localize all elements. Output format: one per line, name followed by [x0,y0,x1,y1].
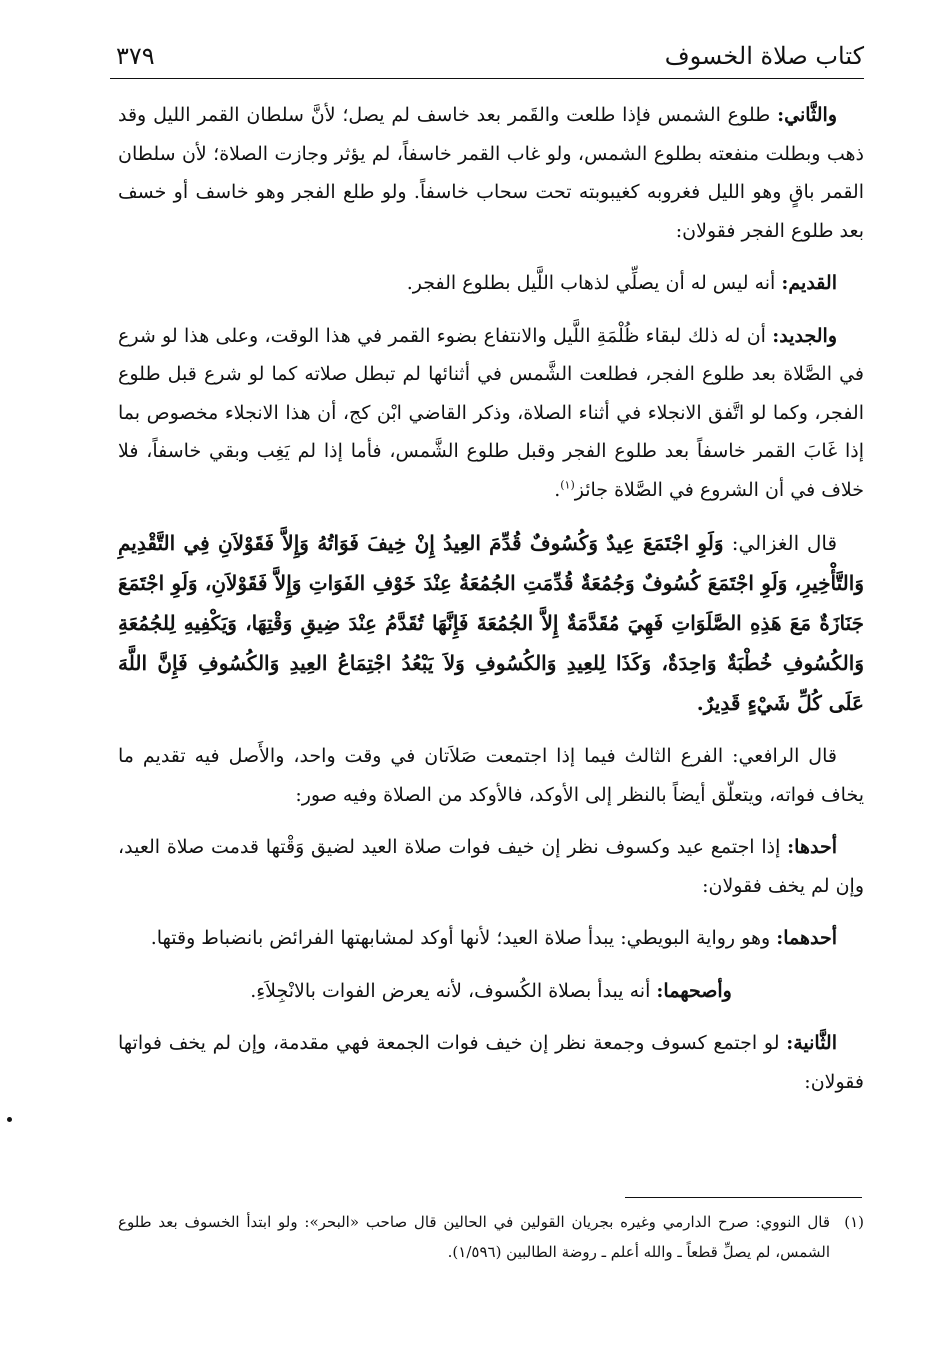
running-title: كتاب صلاة الخسوف [664,42,864,70]
paragraph-text: وهو رواية البويطي: يبدأ صلاة العيد؛ لأنها أوكد لمشابهتها الفرائض بانضباط وقتها. [150,927,777,949]
paragraph-text: وَلَوِ اجْتَمَعَ عِيدٌ وَكُسُوفٌ قُدِّمَ العِيدُ إِنْ خِيفَ فَوَاتُهُ وَإِلاَّ فَقَوْلاَنِ فِي التَّقْدِيمِ وَالتَّأْخِيرِ، وَلَوِ اجْتَمَعَ كُسُوفٌ وَجُمُعَةٌ قُدِّمَتِ الجُمُعَةُ عِنْدَ خَوْفِ الفَوَاتِ وَإِلاَّ فَقَوْلاَنِ، وَلَوِ اجْتَمَعَ جَنَازَةٌ مَعَ هَذِهِ الصَّلَوَاتِ فَهِيَ مُقَدَّمَةٌ إِلاَّ الجُمُعَةَ فَإِنَّهَا تُقَدَّمُ عِنْدَ ضِيقِ وَقْتِهَا، وَيَكْفِيهِ لِلجُمُعَةِ وَالكُسُوفِ خُطْبَةٌ وَاحِدَةٌ، وَكَذَا لِلعِيدِ وَالكُسُوفِ وَلاَ يَبْعُدُ اجْتِمَاعُ العِيدِ وَالكُسُوفِ فَإِنَّ اللَّهَ عَلَى كُلِّ شَيْءٍ قَدِيرٌ. [118,531,864,715]
paragraph-sounder-opinion [118,972,864,1011]
paragraph-second-case [118,96,864,250]
paragraph-lead: قال الرافعي: [732,745,837,767]
paragraph-first-form [118,828,864,905]
paragraph-text: طلوع الشمس فإذا طلعت والقَمر بعد خاسف لم يصل؛ لأنَّ سلطان القمر الليل وقد ذهب وبطلت منفعته بطلوع الشمس، ولو غاب القمر خاسفاً، لم يؤثر وجازت الصلاة؛ لأن سلطان القمر باقٍ وهو الليل فغروبه كغيبوبته تحت سحاب خاسفاً. ولو طلع الفجر وهو خاسف أو خسف بعد طلوع الفجر فقولان: [118,104,864,242]
paragraph-first-opinion [118,919,864,958]
margin-dot [7,1117,12,1122]
paragraph-lead: الثَّانية: [786,1032,837,1054]
paragraph-ghazali-quote [118,523,864,723]
paragraph-second-form [118,1024,864,1101]
paragraph-text: أنه ليس له أن يصلِّي لذهاب اللَّيل بطلوع الفجر. [406,272,782,294]
footnote-marker: (١) [844,1213,864,1231]
paragraph-text: إذا اجتمع عيد وكسوف نظر إن خيف فوات صلاة العيد لضيق وَقْتها قدمت صلاة العيد، وإن لم يخف فقولان: [118,836,864,897]
page-header [110,42,864,79]
paragraph-text: أنه يبدأ بصلاة الكُسوف، لأنه يعرض الفوات بالانْجِلاَءِ. [250,979,657,1002]
footnote-reference[interactable]: (١) [560,478,575,492]
paragraph-old-opinion [118,264,864,303]
main-text [118,96,864,1101]
paragraph-lead: والجديد: [772,324,837,347]
page-number: ٣٧٩ [116,42,155,70]
footnote-text: قال النووي: صرح الدارمي وغيره بجريان القولين في الحالين قال صاحب «البحر»: ولو ابتدأ الخسوف بعد طلوع الشمس، لم يصلِّ قطعاً ـ والله أعلم ـ روضة الطالبين (١/٥٩٦). [118,1213,830,1261]
paragraph-lead: أحدها: [787,836,837,858]
paragraph-text: لو اجتمع كسوف وجمعة نظر إن خيف فوات الجمعة فهي مقدمة، وإن لم يخف فواتها فقولان: [118,1032,864,1093]
paragraph-rafii [118,737,864,814]
paragraph-lead: قال الغزالي: [731,531,838,555]
paragraph-lead: القديم: [781,272,837,294]
footnote-divider [625,1197,862,1198]
paragraph-end: . [554,478,561,501]
paragraph-new-opinion [118,317,864,510]
paragraph-lead: وأصحهما: [656,979,732,1002]
footnote [118,1207,864,1267]
paragraph-lead: والثَّاني: [777,104,837,126]
paragraph-text: أن له ذلك لبقاء ظُلْمَةِ اللَّيل والانتفاع بضوء القمر في هذا الوقت، وعلى هذا لو شرع في الصَّلاة بعد طلوع الفجر، فطلعت الشَّمس في أثنائها لم تبطل صلاته كما لو شرع قبل طلوع الفجر، وكما لو اتَّفق الانجلاء في أثناء الصلاة، وذكر القاضي ابْن كج، أن هذا الانجلاء مخصوص بما إذا غَابَ القمر خاسفاً بعد طلوع الفجر وقبل طلوع الشَّمس، فأما إذا لم يَغِب وبقي خاسفاً، فلا خلاف في أن الشروع في الصَّلاة جائز [118,324,864,501]
paragraph-text: الفرع الثالث فيما إذا اجتمعت صَلاَتان في وقت واحد، والأَصل فيه تقديم ما يخاف فواته، ويتعلّق أيضاً بالنظر إلى الأوكد، فالأوكد من الصلاة وفيه صور: [118,745,864,806]
paragraph-lead: أحدهما: [776,927,837,949]
